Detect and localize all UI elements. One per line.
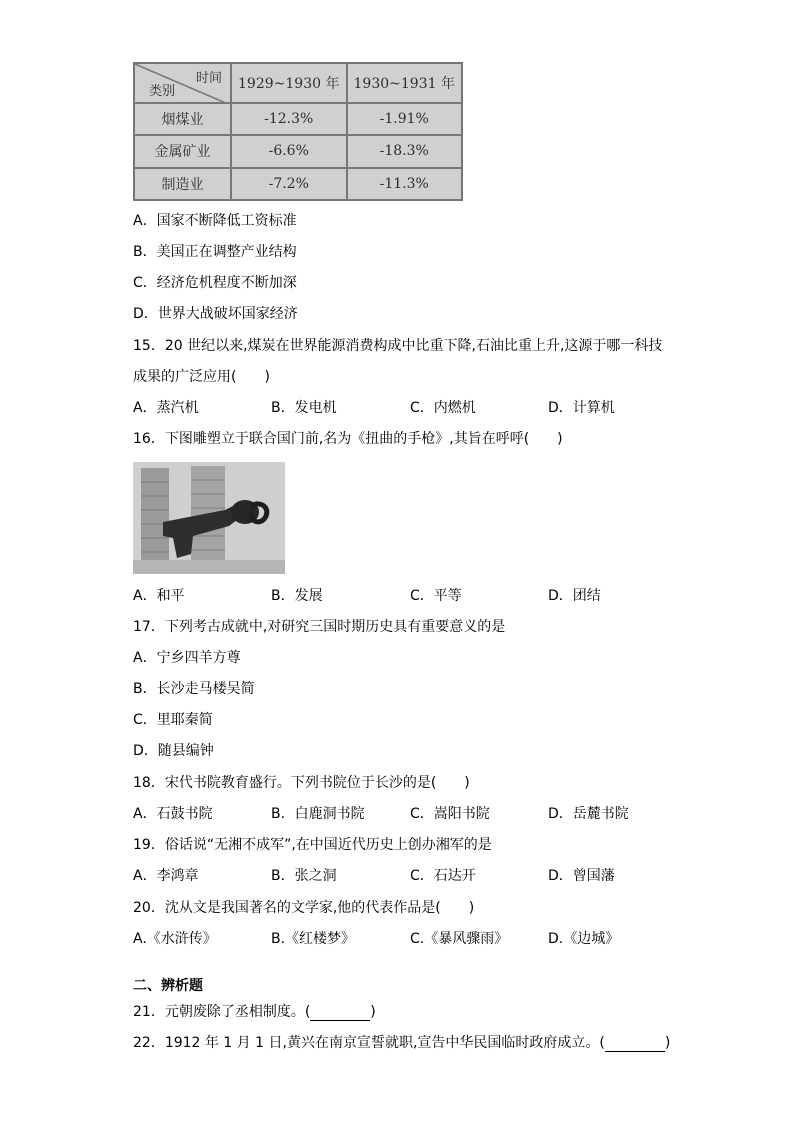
q15-option-d: D．计算机 [548,400,615,416]
knotted-gun-sculpture-photo [133,462,285,574]
q20-stem: 20．沈从文是我国著名的文学家,他的代表作品是( ) [133,900,475,916]
q22-answer-blank[interactable] [605,1037,665,1052]
data-table [133,62,463,201]
q22 [133,1034,670,1052]
section-title: 二、辨析题 [133,978,203,994]
q17-option-c: C．里耶秦简 [133,712,213,728]
header-category: 类别 [149,84,176,99]
q17-stem: 17．下列考古成就中,对研究三国时期历史具有重要意义的是 [133,619,506,635]
header-time: 时间 [195,71,222,86]
q20-option-a: A.《水浒传》 [133,931,217,947]
q22-text: 22．1912 年 1 月 1 日,黄兴在南京宣誓就职,宣告中华民国临时政府成立。( [133,1035,605,1051]
table-header-diagonal-cell [134,63,231,103]
q21-close: ) [370,1004,376,1020]
row-label: 烟煤业 [134,103,231,135]
q20-option-b: B.《红楼梦》 [271,931,356,947]
q19-option-b: B．张之洞 [271,868,337,884]
q18-stem: 18．宋代书院教育盛行。下列书院位于长沙的是( ) [133,775,470,791]
row-value: -7.2% [231,168,347,200]
header-col1: 1929~1930 年 [231,63,347,103]
q19-option-d: D．曾国藩 [548,868,615,884]
q16-option-a: A．和平 [133,588,185,604]
header-col2: 1930~1931 年 [347,63,463,103]
q15-option-c: C．内燃机 [410,400,476,416]
q14-option-c: C．经济危机程度不断加深 [133,275,297,291]
q17-option-d: D．随县编钟 [133,743,214,759]
q19-stem: 19．俗话说“无湘不成军”,在中国近代历史上创办湘军的是 [133,837,492,853]
q14-option-a: A．国家不断降低工资标准 [133,213,297,229]
q19-option-a: A．李鸿章 [133,868,199,884]
row-value: -11.3% [347,168,463,200]
q21-text: 21．元朝废除了丞相制度。( [133,1004,311,1020]
data-table-photo [133,62,463,201]
q16-option-d: D．团结 [548,588,601,604]
row-value: -1.91% [347,103,463,135]
q19-option-c: C．石达开 [410,868,476,884]
row-label: 金属矿业 [134,135,231,167]
q15-option-b: B．发电机 [271,400,337,416]
q15-stem-line1: 15．20 世纪以来,煤炭在世界能源消费构成中比重下降,石油比重上升,这源于哪一科技 [133,338,663,354]
q16-option-b: B．发展 [271,588,323,604]
q21-answer-blank[interactable] [310,1006,370,1021]
q22-close: ) [664,1035,671,1051]
q17-option-a: A．宁乡四羊方尊 [133,650,241,666]
q15-stem-line2: 成果的广泛应用( ) [133,369,270,385]
q18-option-d: D．岳麓书院 [548,806,629,822]
q20-option-c: C.《暴风骤雨》 [410,931,509,947]
row-value: -18.3% [347,135,463,167]
q14-option-d: D．世界大战破坏国家经济 [133,306,298,322]
q21 [133,1003,376,1021]
row-label: 制造业 [134,168,231,200]
q14-option-b: B．美国正在调整产业结构 [133,244,297,260]
row-value: -6.6% [231,135,347,167]
q17-option-b: B．长沙走马楼吴简 [133,681,255,697]
q15-option-a: A．蒸汽机 [133,400,199,416]
q18-option-b: B．白鹿洞书院 [271,806,365,822]
q16-option-c: C．平等 [410,588,462,604]
q16-stem: 16．下图雕塑立于联合国门前,名为《扭曲的手枪》,其旨在呼呼( ) [133,431,563,447]
q18-option-a: A．石鼓书院 [133,806,213,822]
q20-option-d: D.《边城》 [548,931,620,947]
row-value: -12.3% [231,103,347,135]
q18-option-c: C．嵩阳书院 [410,806,490,822]
